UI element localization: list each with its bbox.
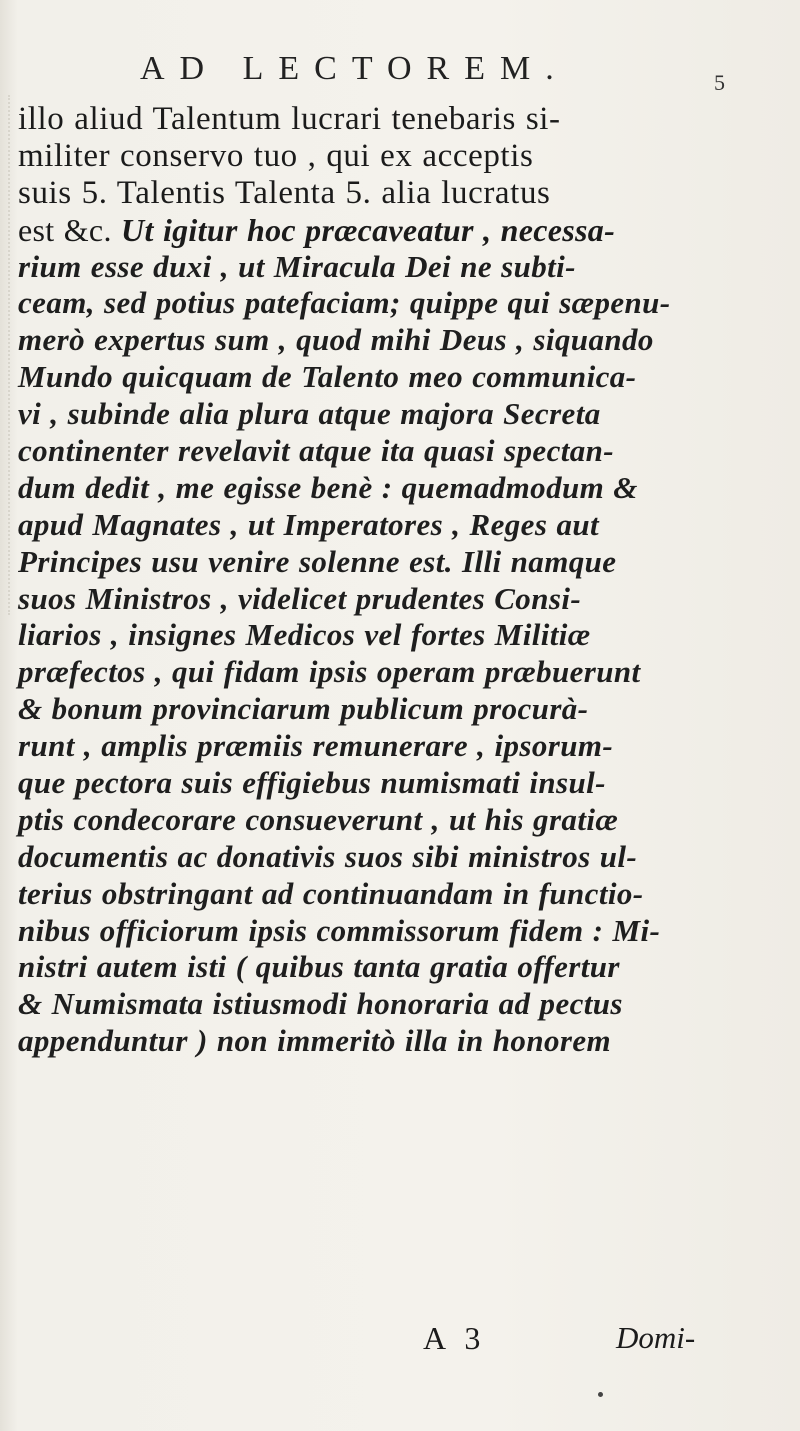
line-text: suos Ministros , videlicet prudentes Consi- <box>18 580 582 616</box>
line-text: ceam, sed potius patefaciam; quippe qui sӕpenu- <box>18 285 671 321</box>
text-line <box>18 507 788 544</box>
page-number: 5 <box>714 70 725 95</box>
line-text: Mundo quicquam de Talento meo communica- <box>18 359 637 395</box>
text-line <box>18 101 788 138</box>
signature-mark: A 3 <box>423 1320 487 1356</box>
ink-speck <box>598 1392 603 1397</box>
text-line <box>18 212 788 249</box>
text-line <box>18 581 788 618</box>
text-line <box>18 802 788 839</box>
text-line <box>18 249 788 286</box>
text-line <box>18 175 788 212</box>
text-line <box>18 1023 788 1060</box>
text-line <box>18 544 788 581</box>
line-text: vi , subinde alia plura atque majora Secreta <box>18 396 601 432</box>
line-text: dum dedit , me egisse benè : quemadmodum & <box>18 469 638 505</box>
text-line <box>18 765 788 802</box>
line-text: Principes usu venire solenne est. Illi namque <box>18 543 617 579</box>
text-line <box>18 470 788 507</box>
line-text: & Numismata istiusmodi honoraria ad pectus <box>18 986 623 1022</box>
text-line <box>18 433 788 470</box>
running-head <box>140 50 760 100</box>
line-text: apud Magnates , ut Imperatores , Reges aut <box>18 506 599 542</box>
line-text: documentis ac donativis suos sibi ministros ul- <box>18 838 638 874</box>
line-text-roman: est &c. <box>18 211 122 248</box>
line-text: ptis condecorare consueverunt , ut his gratiӕ <box>18 801 619 837</box>
line-text-italic: Ut igitur hoc prӕcaveatur , necessa- <box>121 211 616 248</box>
text-line <box>18 322 788 359</box>
gutter-shadow <box>8 95 14 615</box>
line-text: merò expertus sum , quod mihi Deus , siquando <box>18 322 654 358</box>
line-text: terius obstringant ad continuandam in functio- <box>18 875 644 911</box>
text-line <box>18 654 788 691</box>
text-line <box>18 949 788 986</box>
line-text: liarios , insignes Medicos vel fortes Militiӕ <box>18 617 591 653</box>
text-line <box>18 913 788 950</box>
line-text: prӕfectos , qui fidam ipsis operam prӕbuerunt <box>18 654 641 690</box>
text-line <box>18 396 788 433</box>
text-line <box>18 986 788 1023</box>
line-text: militer conservo tuo , qui ex acceptis <box>18 137 534 174</box>
text-line <box>18 617 788 654</box>
catchword: Domi- <box>616 1320 696 1355</box>
line-text: que pectora suis effigiebus numismati insul- <box>18 765 606 801</box>
line-text: rium esse duxi , ut Miracula Dei ne subti- <box>18 248 576 284</box>
text-line <box>18 691 788 728</box>
line-text: nibus officiorum ipsis commissorum fidem : Mi- <box>18 912 661 948</box>
text-line <box>18 876 788 913</box>
line-text: runt , amplis prӕmiis remunerare , ipsorum- <box>18 728 614 764</box>
running-title: AD LECTOREM. <box>140 50 569 87</box>
text-line <box>18 728 788 765</box>
line-text: illo aliud Talentum lucrari tenebaris si- <box>18 101 561 137</box>
page-footer <box>0 1320 800 1360</box>
text-line <box>18 359 788 396</box>
line-text: nistri autem isti ( quibus tanta gratia offertur <box>18 949 620 985</box>
line-text: & bonum provinciarum publicum procurà- <box>18 691 589 727</box>
text-line <box>18 839 788 876</box>
line-text: continenter revelavit atque ita quasi spectan- <box>18 433 615 469</box>
line-text: suis 5. Talentis Talenta 5. alia lucratus <box>18 174 551 211</box>
body-text <box>18 101 788 1060</box>
line-text: appenduntur ) non immeritò illa in honorem <box>18 1023 611 1059</box>
text-line <box>18 285 788 322</box>
text-line <box>18 138 788 175</box>
